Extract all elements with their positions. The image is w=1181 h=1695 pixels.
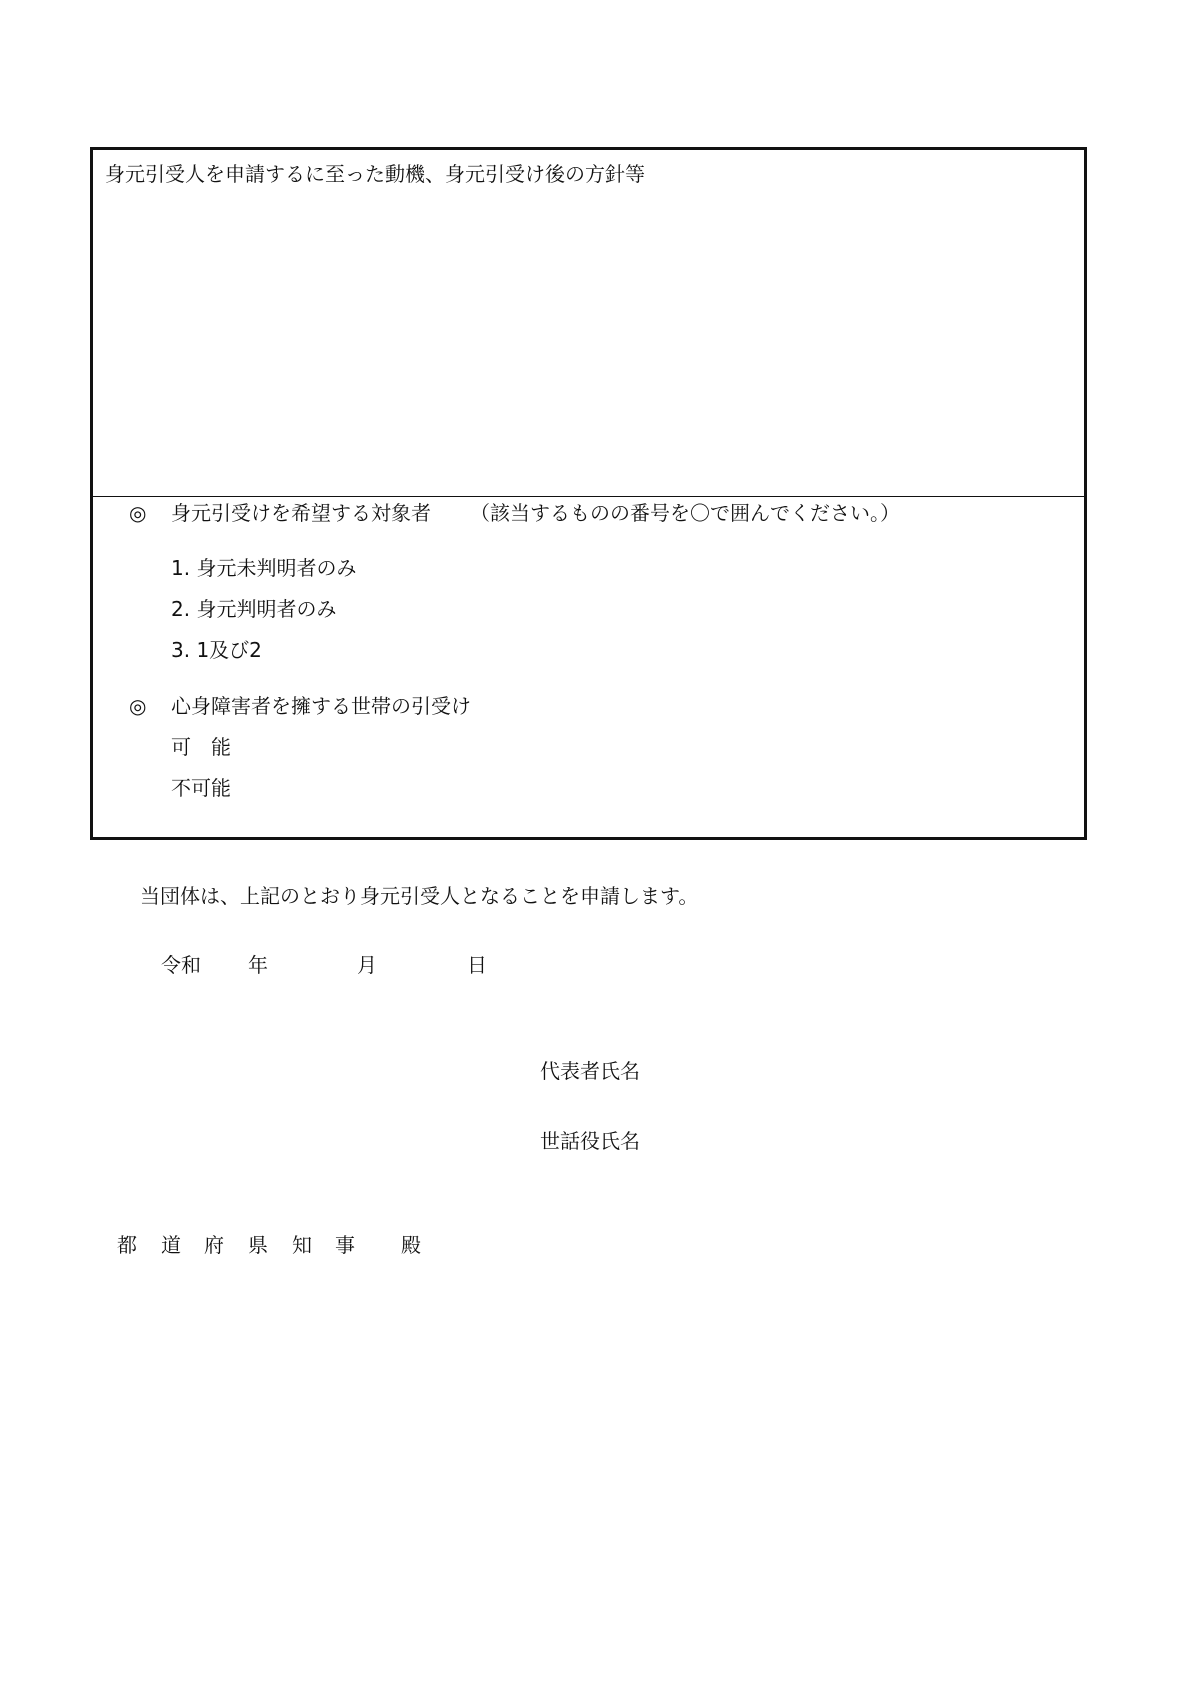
- addressee-char-3: 府: [204, 1233, 224, 1257]
- motive-label: 身元引受人を申請するに至った動機、身元引受け後の方針等: [105, 162, 645, 186]
- disability-marker: ◎: [129, 694, 147, 718]
- section-divider: [93, 496, 1084, 497]
- application-form-box: [90, 147, 1087, 840]
- declaration-text: 当団体は、上記のとおり身元引受人となることを申請します。: [140, 884, 699, 908]
- disability-option-impossible: 不可能: [171, 776, 231, 800]
- target-label: 身元引受けを希望する対象者: [171, 501, 431, 525]
- date-month: 月: [357, 953, 377, 977]
- date-year: 年: [248, 953, 268, 977]
- date-era: 令和: [161, 953, 201, 977]
- addressee-honorific: 殿: [401, 1233, 421, 1257]
- addressee-char-5: 知: [292, 1233, 312, 1257]
- addressee-char-1: 都: [117, 1233, 137, 1257]
- target-note: （該当するものの番号を〇で囲んでください。）: [470, 501, 900, 525]
- caretaker-name-label: 世話役氏名: [540, 1129, 640, 1153]
- disability-label: 心身障害者を擁する世帯の引受け: [171, 694, 471, 718]
- target-option-3: 3. 1及び2: [171, 638, 262, 662]
- disability-option-possible: 可 能: [171, 735, 231, 759]
- date-day: 日: [467, 953, 487, 977]
- target-marker: ◎: [129, 501, 147, 525]
- addressee-char-4: 県: [248, 1233, 268, 1257]
- addressee-char-6: 事: [335, 1233, 355, 1257]
- target-option-2: 2. 身元判明者のみ: [171, 597, 337, 621]
- representative-name-label: 代表者氏名: [540, 1059, 640, 1083]
- addressee-char-2: 道: [161, 1233, 181, 1257]
- target-option-1: 1. 身元未判明者のみ: [171, 556, 357, 580]
